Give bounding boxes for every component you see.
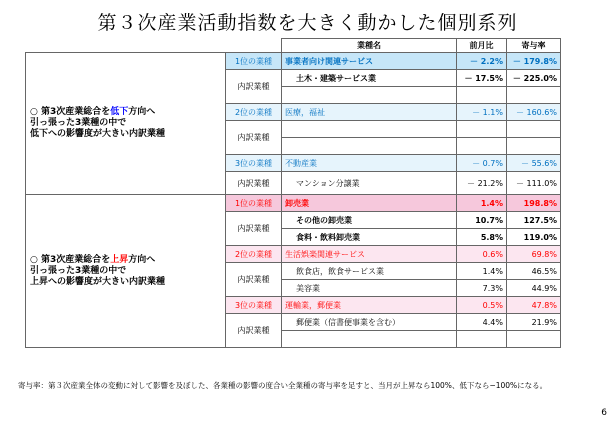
up-rank2-sub-label: 内訳業種	[226, 263, 282, 297]
down-rank3-mom: － 0.7%	[457, 155, 507, 172]
down-rank2-mom: － 1.1%	[457, 104, 507, 121]
down-rank2-sub-label: 内訳業種	[226, 121, 282, 155]
up-rank1-sub-label: 内訳業種	[226, 212, 282, 246]
up-section-label: ○ 第3次産業総合を上昇方向へ 引っ張った3業種の中で 上昇への影響度が大きい内訳業種	[26, 195, 226, 348]
down-rank1-item1-mom: － 17.5%	[457, 70, 507, 87]
up-rank1-item1-name: その他の卸売業	[282, 212, 457, 229]
up-rank1-mom: 1.4%	[457, 195, 507, 212]
page-title: 第３次産業活動指数を大きく動かした個別系列	[97, 12, 518, 34]
up-rank1-contrib: 198.8%	[507, 195, 561, 212]
up-rank3-sub-label: 内訳業種	[226, 314, 282, 348]
page-number: 6	[601, 408, 607, 418]
down-rank1-mom: － 2.2%	[457, 53, 507, 70]
up-rank3: 3位の業種	[226, 297, 282, 314]
up-rank2-item2-contrib: 44.9%	[507, 280, 561, 297]
down-rank3-item1-mom: － 21.2%	[457, 172, 507, 195]
up-rank2: 2位の業種	[226, 246, 282, 263]
down-rank2-contrib: － 160.6%	[507, 104, 561, 121]
up-rank2-contrib: 69.8%	[507, 246, 561, 263]
down-rank3-item1-name: マンション分譲業	[282, 172, 457, 195]
down-rank3-contrib: － 55.6%	[507, 155, 561, 172]
up-rank1-item2-name: 食料・飲料卸売業	[282, 229, 457, 246]
down-section-label: ○ 第3次産業総合を低下方向へ 引っ張った3業種の中で 低下への影響度が大きい内訳業種	[26, 53, 226, 195]
down-rank3-item1-contrib: － 111.0%	[507, 172, 561, 195]
up-rank2-item1-mom: 1.4%	[457, 263, 507, 280]
footnote: 寄与率：第３次産業全体の変動に対して影響を及ぼした、各業種の影響の度合い全業種の寄与率を足すと、当月が上昇なら100%、低下なら−100%になる。	[18, 381, 548, 390]
up-rank1: 1位の業種	[226, 195, 282, 212]
up-rank3-item1-mom: 4.4%	[457, 314, 507, 331]
down-rank1-item1-name: 土木・建築サービス業	[282, 70, 457, 87]
up-rank1-item2-mom: 5.8%	[457, 229, 507, 246]
industry-table	[25, 38, 561, 348]
up-rank3-mom: 0.5%	[457, 297, 507, 314]
up-rank2-mom: 0.6%	[457, 246, 507, 263]
header-contrib: 寄与率	[507, 39, 561, 53]
up-rank1-item2-contrib: 119.0%	[507, 229, 561, 246]
header-mom: 前月比	[457, 39, 507, 53]
up-rank2-item2-mom: 7.3%	[457, 280, 507, 297]
down-rank1-item1-contrib: － 225.0%	[507, 70, 561, 87]
up-rank1-row	[26, 195, 561, 212]
down-rank1-sub-label: 内訳業種	[226, 70, 282, 104]
up-rank2-item1-name: 飲食店，飲食サービス業	[282, 263, 457, 280]
up-rank3-contrib: 47.8%	[507, 297, 561, 314]
up-rank2-item1-contrib: 46.5%	[507, 263, 561, 280]
down-rank3-name: 不動産業	[282, 155, 457, 172]
header-row	[26, 39, 561, 53]
down-rank2-name: 医療，福祉	[282, 104, 457, 121]
up-rank1-name: 卸売業	[282, 195, 457, 212]
down-rank1-contrib: － 179.8%	[507, 53, 561, 70]
up-rank1-item1-contrib: 127.5%	[507, 212, 561, 229]
up-rank3-item1-contrib: 21.9%	[507, 314, 561, 331]
down-rank1-row	[26, 53, 561, 70]
up-rank3-name: 運輸業，郵便業	[282, 297, 457, 314]
up-label-post: 方向へ 引っ張った3業種の中で 上昇への影響度が大きい内訳業種	[30, 254, 166, 287]
up-rank3-item1-name: 郵便業（信書便事業を含む）	[282, 314, 457, 331]
down-rank3-sub-label: 内訳業種	[226, 172, 282, 195]
header-name: 業種名	[282, 39, 457, 53]
down-rank3: 3位の業種	[226, 155, 282, 172]
down-label-post: 方向へ 引っ張った3業種の中で 低下への影響度が大きい内訳業種	[30, 107, 166, 139]
down-rank1-name: 事業者向け関連サービス	[282, 53, 457, 70]
down-rank2: 2位の業種	[226, 104, 282, 121]
up-rank1-item1-mom: 10.7%	[457, 212, 507, 229]
up-rank2-name: 生活娯楽関連サービス	[282, 246, 457, 263]
down-rank1: 1位の業種	[226, 53, 282, 70]
up-rank2-item2-name: 美容業	[282, 280, 457, 297]
